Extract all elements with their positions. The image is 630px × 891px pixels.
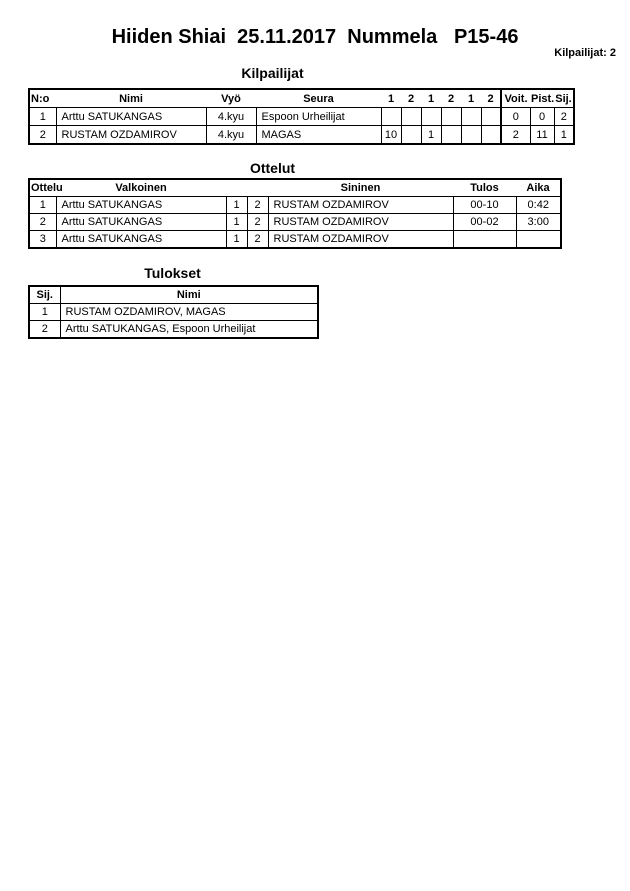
matches-table (28, 178, 562, 249)
page-title: Hiiden Shiai 25.11.2017 Nummela P15-46 (111, 26, 519, 48)
cell-place: 1 (29, 304, 60, 321)
cell-blue-no: 2 (247, 231, 268, 249)
match-row (29, 197, 561, 214)
col-header-score1: 1 (381, 89, 401, 108)
col-header-score3: 1 (421, 89, 441, 108)
cell-wins: 2 (501, 126, 530, 145)
cell-score1 (381, 108, 401, 126)
cell-place: 1 (554, 126, 574, 145)
cell-blue-name: RUSTAM OZDAMIROV (268, 214, 453, 231)
cell-score3: 1 (421, 126, 441, 145)
col-header-points: Pist. (530, 89, 554, 108)
cell-score5 (461, 108, 481, 126)
cell-score6 (481, 126, 501, 145)
match-row (29, 231, 561, 249)
col-header-name: Nimi (56, 89, 206, 108)
cell-white-name: Arttu SATUKANGAS (56, 197, 226, 214)
result-row (29, 304, 318, 321)
col-header-wins: Voit. (501, 89, 530, 108)
results-heading: Tulokset (144, 265, 201, 281)
cell-time: 3:00 (516, 214, 561, 231)
col-header-belt: Vyö (206, 89, 256, 108)
col-header-blue: Sininen (268, 179, 453, 197)
cell-blue-no: 2 (247, 197, 268, 214)
col-header-no: N:o (29, 89, 56, 108)
col-header-place: Sij. (29, 286, 60, 304)
cell-white-no: 1 (226, 197, 247, 214)
cell-result (453, 231, 516, 249)
results-header-row (29, 286, 318, 304)
matches-heading: Ottelut (249, 160, 296, 176)
cell-time: 0:42 (516, 197, 561, 214)
col-header-result: Tulos (453, 179, 516, 197)
cell-blue-name: RUSTAM OZDAMIROV (268, 231, 453, 249)
cell-score4 (441, 126, 461, 145)
cell-time (516, 231, 561, 249)
cell-place: 2 (554, 108, 574, 126)
cell-club: Espoon Urheilijat (256, 108, 381, 126)
match-row (29, 214, 561, 231)
col-header-score5: 1 (461, 89, 481, 108)
col-header-blue-no (247, 179, 268, 197)
cell-points: 11 (530, 126, 554, 145)
cell-match-no: 1 (29, 197, 56, 214)
cell-no: 2 (29, 126, 56, 145)
cell-name: RUSTAM OZDAMIROV, MAGAS (60, 304, 318, 321)
cell-score2 (401, 108, 421, 126)
cell-points: 0 (530, 108, 554, 126)
competitor-row (29, 108, 574, 126)
col-header-score2: 2 (401, 89, 421, 108)
cell-name: RUSTAM OZDAMIROV (56, 126, 206, 145)
competitors-table (28, 88, 575, 145)
cell-score2 (401, 126, 421, 145)
cell-white-name: Arttu SATUKANGAS (56, 214, 226, 231)
cell-match-no: 3 (29, 231, 56, 249)
result-row (29, 321, 318, 339)
cell-belt: 4.kyu (206, 108, 256, 126)
cell-score1: 10 (381, 126, 401, 145)
cell-name: Arttu SATUKANGAS (56, 108, 206, 126)
col-header-white-no (226, 179, 247, 197)
cell-club: MAGAS (256, 126, 381, 145)
cell-place: 2 (29, 321, 60, 339)
col-header-club: Seura (256, 89, 381, 108)
col-header-score4: 2 (441, 89, 461, 108)
competitors-heading: Kilpailijat (241, 65, 304, 81)
col-header-match: Ottelu (29, 179, 56, 197)
cell-blue-name: RUSTAM OZDAMIROV (268, 197, 453, 214)
col-header-time: Aika (516, 179, 561, 197)
cell-match-no: 2 (29, 214, 56, 231)
cell-score4 (441, 108, 461, 126)
cell-result: 00-02 (453, 214, 516, 231)
competitor-row (29, 126, 574, 145)
cell-blue-no: 2 (247, 214, 268, 231)
competitors-count: Kilpailijat: 2 (554, 47, 616, 59)
cell-white-no: 1 (226, 231, 247, 249)
cell-wins: 0 (501, 108, 530, 126)
col-header-white: Valkoinen (56, 179, 226, 197)
cell-white-no: 1 (226, 214, 247, 231)
matches-header-row (29, 179, 561, 197)
cell-score6 (481, 108, 501, 126)
col-header-place: Sij. (554, 89, 574, 108)
cell-belt: 4.kyu (206, 126, 256, 145)
cell-score3 (421, 108, 441, 126)
cell-white-name: Arttu SATUKANGAS (56, 231, 226, 249)
competitors-header-row (29, 89, 574, 108)
col-header-score6: 2 (481, 89, 501, 108)
cell-result: 00-10 (453, 197, 516, 214)
cell-name: Arttu SATUKANGAS, Espoon Urheilijat (60, 321, 318, 339)
cell-score5 (461, 126, 481, 145)
results-table (28, 285, 319, 339)
cell-no: 1 (29, 108, 56, 126)
col-header-name: Nimi (60, 286, 318, 304)
